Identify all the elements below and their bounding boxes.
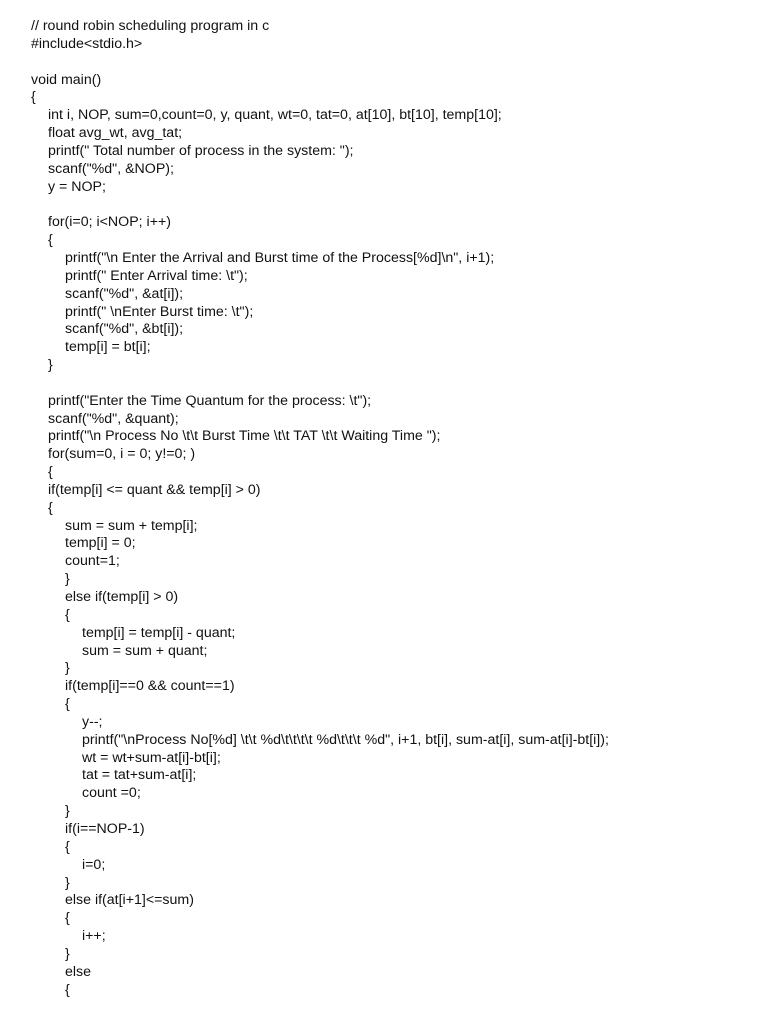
- code-line: else if(temp[i] > 0): [65, 589, 179, 605]
- code-line: sum = sum + quant;: [82, 642, 208, 659]
- code-line: printf(" \nEnter Burst time: \t");: [65, 303, 254, 320]
- code-line: // round robin scheduling program in c: [31, 18, 270, 34]
- code-line: }: [65, 571, 70, 588]
- code-line: [31, 54, 609, 72]
- code-line: scanf("%d", &NOP);: [48, 160, 174, 177]
- code-line: {: [65, 696, 70, 713]
- code-line: float avg_wt, avg_tat;: [48, 125, 183, 142]
- code-line: [31, 196, 609, 214]
- code-line: {: [65, 910, 70, 927]
- code-line: if(temp[i] <= quant && temp[i] > 0): [48, 481, 261, 498]
- code-line: temp[i] = 0;: [65, 535, 136, 552]
- code-line: wt = wt+sum-at[i]-bt[i];: [82, 749, 221, 766]
- code-line: printf("\nProcess No[%d] \t\t %d\t\t\t\t %d\t\t\t %d", i+1, bt[i], sum-at[i], sum-at[i]-bt[i]);: [82, 731, 609, 748]
- code-line: tat = tat+sum-at[i];: [82, 767, 197, 784]
- code-line: }: [65, 803, 70, 820]
- code-line: {: [65, 606, 70, 623]
- code-line: count=1;: [65, 553, 120, 570]
- code-line: }: [65, 660, 70, 677]
- code-line: for(i=0; i<NOP; i++): [48, 214, 172, 231]
- code-line: if(i==NOP-1): [65, 820, 145, 837]
- source-code-block: [31, 18, 609, 999]
- code-line: y = NOP;: [48, 178, 106, 195]
- code-line: sum = sum + temp[i];: [65, 517, 198, 534]
- code-line: printf("\n Enter the Arrival and Burst time of the Process[%d]\n", i+1);: [65, 249, 495, 266]
- code-line: i++;: [82, 928, 106, 945]
- code-line: int i, NOP, sum=0,count=0, y, quant, wt=0, tat=0, at[10], bt[10], temp[10];: [48, 107, 502, 124]
- code-line: {: [65, 838, 70, 855]
- code-line: count =0;: [82, 785, 141, 802]
- code-line: printf("\n Process No \t\t Burst Time \t\t TAT \t\t Waiting Time ");: [48, 428, 441, 445]
- code-line: }: [48, 357, 53, 374]
- code-line: for(sum=0, i = 0; y!=0; ): [48, 446, 196, 463]
- code-line: void main(): [31, 71, 102, 88]
- code-line: }: [65, 945, 70, 962]
- code-line: scanf("%d", &at[i]);: [65, 285, 184, 302]
- code-line: y--;: [82, 713, 103, 730]
- code-line: scanf("%d", &bt[i]);: [65, 321, 184, 338]
- code-line: {: [48, 464, 53, 481]
- code-line: else: [65, 963, 92, 980]
- code-line: printf("Enter the Time Quantum for the process: \t");: [48, 392, 372, 409]
- code-line: }: [65, 874, 70, 891]
- code-line: [31, 375, 609, 393]
- code-line: else if(at[i+1]<=sum): [65, 892, 194, 909]
- code-line: temp[i] = bt[i];: [65, 339, 151, 356]
- code-line: {: [65, 981, 70, 998]
- code-line: if(temp[i]==0 && count==1): [65, 678, 235, 695]
- code-line: i=0;: [82, 856, 106, 873]
- code-line: temp[i] = temp[i] - quant;: [82, 624, 236, 641]
- code-line: printf(" Total number of process in the system: ");: [48, 142, 354, 159]
- code-line: printf(" Enter Arrival time: \t");: [65, 267, 248, 284]
- code-line: {: [48, 499, 53, 516]
- code-line: scanf("%d", &quant);: [48, 410, 179, 427]
- code-line: #include<stdio.h>: [31, 35, 143, 52]
- code-line: {: [31, 89, 36, 106]
- code-line: {: [48, 232, 53, 249]
